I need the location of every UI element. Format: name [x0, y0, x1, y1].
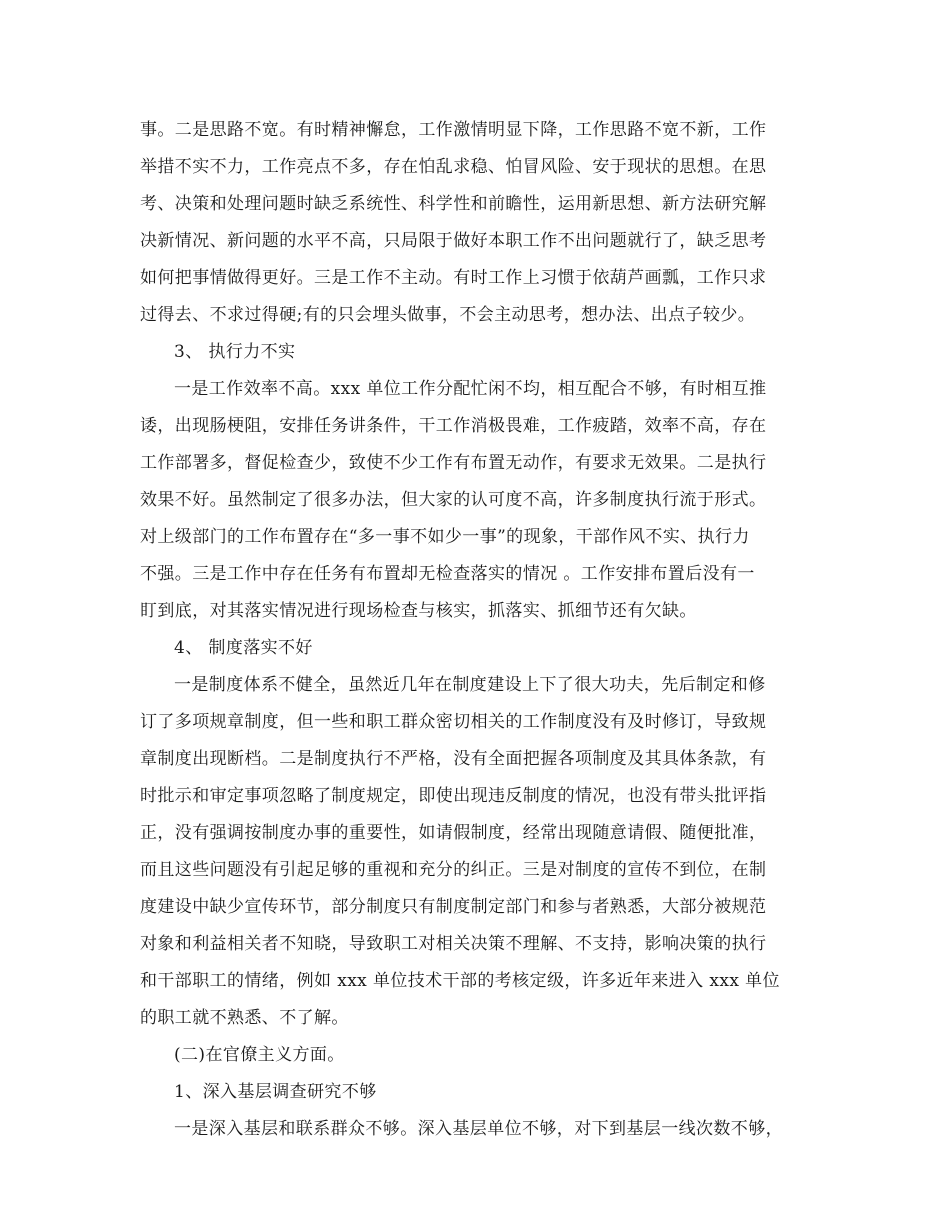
text-line: 和干部职工的情绪，例如 xxx 单位技术干部的考核定级，许多近年来进入 xxx 单位 — [140, 971, 780, 991]
text-line: (二)在官僚主义方面。 — [174, 1045, 345, 1065]
text-line: 对象和利益相关者不知晓，导致职工对相关决策不理解、不支持，影响决策的执行 — [140, 934, 767, 954]
text-line: 如何把事情做得更好。三是工作不主动。有时工作上习惯于依葫芦画瓢，工作只求 — [140, 268, 767, 288]
text-line: 订了多项规章制度，但一些和职工群众密切相关的工作制度没有及时修订，导致规 — [140, 712, 767, 732]
text-line: 一是工作效率不高。xxx 单位工作分配忙闲不均，相互配合不够，有时相互推 — [174, 379, 767, 399]
text-line: 不强。三是工作中存在任务有布置却无检查落实的情况 。工作安排布置后没有一 — [140, 564, 755, 584]
text-line: 度建设中缺少宣传环节，部分制度只有制度制定部门和参与者熟悉，大部分被规范 — [140, 897, 767, 917]
text-line: 对上级部门的工作布置存在“多一事不如少一事”的现象，干部作风不实、执行力 — [140, 527, 750, 547]
text-line: 诿，出现肠梗阻，安排任务讲条件，干工作消极畏难，工作疲踏，效率不高，存在 — [140, 416, 767, 436]
text-line: 而且这些问题没有引起足够的重视和充分的纠正。三是对制度的宣传不到位，在制 — [140, 860, 767, 880]
text-line: 效果不好。虽然制定了很多办法，但大家的认可度不高，许多制度执行流于形式。 — [140, 490, 767, 510]
text-line: 3、 执行力不实 — [174, 342, 296, 362]
text-line: 盯到底，对其落实情况进行现场检查与核实，抓落实、抓细节还有欠缺。 — [140, 601, 697, 621]
text-line: 过得去、不求过得硬;有的只会埋头做事，不会主动思考，想办法、出点子较少。 — [140, 305, 756, 325]
text-line: 事。二是思路不宽。有时精神懈怠，工作激情明显下降，工作思路不宽不新，工作 — [140, 120, 767, 140]
document-page — [140, 112, 816, 1148]
text-line: 的职工就不熟悉、不了解。 — [140, 1008, 349, 1028]
text-line: 考、决策和处理问题时缺乏系统性、科学性和前瞻性，运用新思想、新方法研究解 — [140, 194, 767, 214]
text-line: 正，没有强调按制度办事的重要性，如请假制度，经常出现随意请假、随便批准， — [140, 823, 767, 843]
text-line: 4、 制度落实不好 — [174, 638, 313, 658]
text-line: 时批示和审定事项忽略了制度规定，即使出现违反制度的情况，也没有带头批评指 — [140, 786, 767, 806]
text-line: 章制度出现断档。二是制度执行不严格，没有全面把握各项制度及其具体条款，有 — [140, 749, 767, 769]
text-line: 举措不实不力，工作亮点不多，存在怕乱求稳、怕冒风险、安于现状的思想。在思 — [140, 157, 767, 177]
text-line: 决新情况、新问题的水平不高，只局限于做好本职工作不出问题就行了，缺乏思考 — [140, 231, 767, 251]
text-line: 工作部署多，督促检查少，致使不少工作有布置无动作，有要求无效果。二是执行 — [140, 453, 767, 473]
text-line: 1、深入基层调查研究不够 — [174, 1082, 377, 1102]
text-line: 一是制度体系不健全，虽然近几年在制度建设上下了很大功夫，先后制定和修 — [174, 675, 766, 695]
text-line: 一是深入基层和联系群众不够。深入基层单位不够，对下到基层一线次数不够， — [174, 1119, 783, 1139]
